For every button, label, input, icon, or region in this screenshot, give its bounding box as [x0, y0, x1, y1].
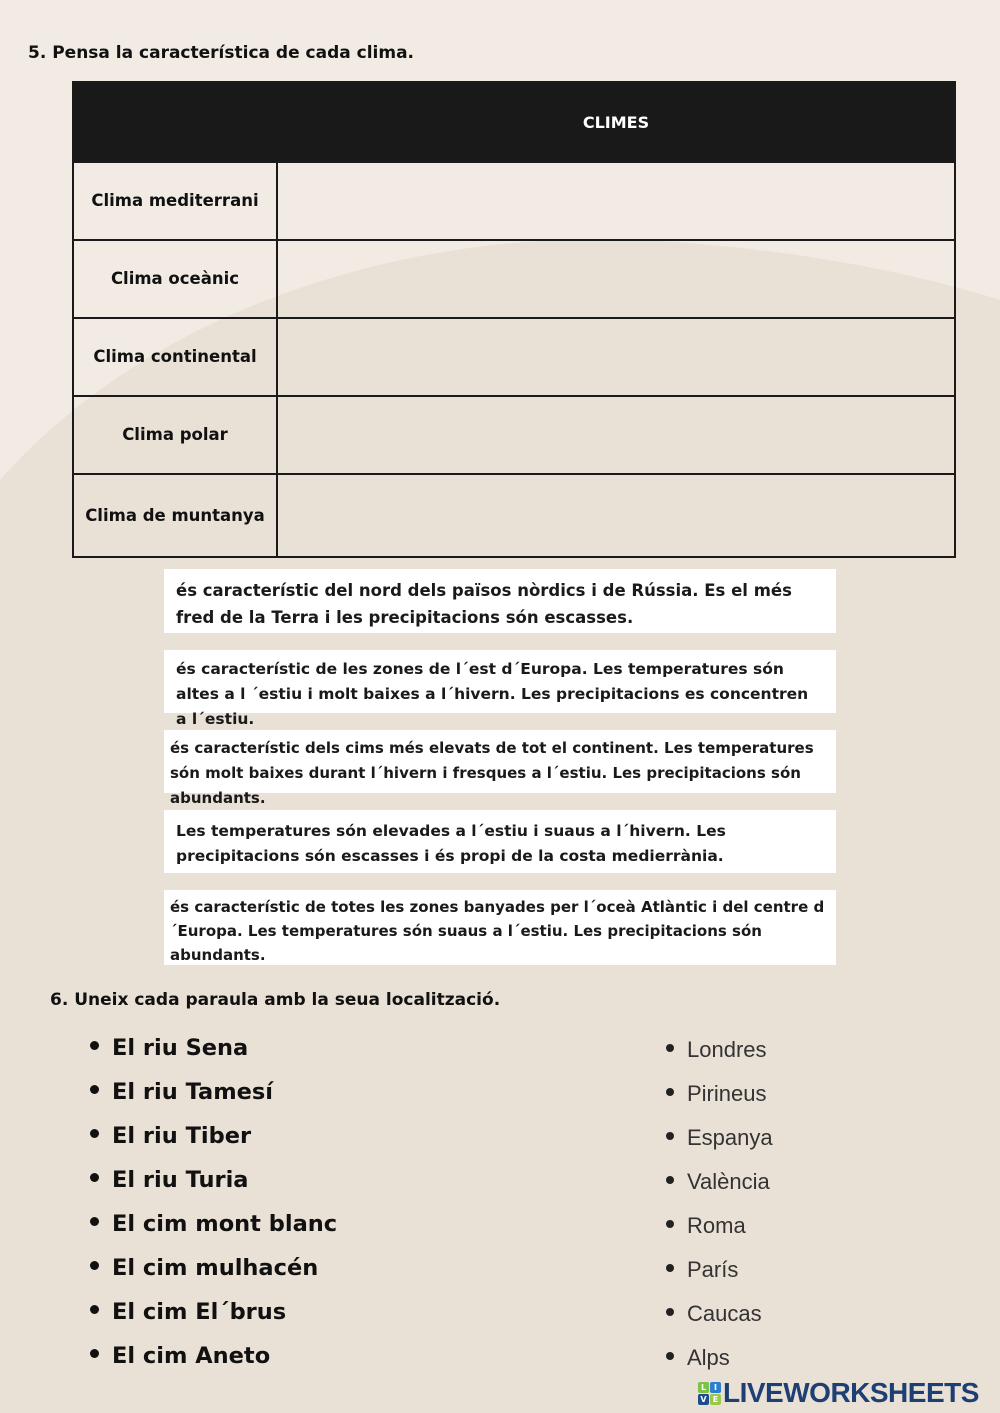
table-header-row	[73, 82, 955, 162]
answer-drop-zone-muntanya[interactable]	[277, 474, 955, 557]
list-item[interactable]	[666, 1032, 773, 1076]
list-item[interactable]	[666, 1252, 773, 1296]
match-location: València	[687, 1169, 770, 1194]
matching-right-list	[666, 1032, 773, 1384]
bullet-icon	[90, 1085, 99, 1094]
table-row	[73, 240, 955, 318]
bullet-icon	[90, 1173, 99, 1182]
matching-left-list	[90, 1030, 337, 1382]
bullet-icon	[666, 1220, 674, 1228]
bullet-icon	[90, 1349, 99, 1358]
table-header-empty-cell	[73, 82, 277, 162]
table-row	[73, 318, 955, 396]
liveworksheets-logo-text: LIVEWORKSHEETS	[723, 1377, 979, 1408]
match-term: El cim El´brus	[112, 1299, 287, 1325]
row-label-oceanic: Clima oceànic	[73, 240, 277, 318]
table-row	[73, 474, 955, 557]
match-term: El riu Turia	[112, 1167, 249, 1193]
answer-drop-zone-oceanic[interactable]	[277, 240, 955, 318]
climates-table	[72, 81, 956, 558]
draggable-card-mediterrani[interactable]	[164, 810, 836, 873]
list-item[interactable]	[90, 1250, 337, 1294]
bullet-icon	[666, 1132, 674, 1140]
bullet-icon	[666, 1352, 674, 1360]
table-row	[73, 162, 955, 240]
bullet-icon	[90, 1129, 99, 1138]
card-text: és característic dels cims més elevats de tot el continent. Les temperatures són molt baixes durant l´hivern i fresques a l´estiu. Les precipitacions són abundants.	[170, 739, 814, 807]
match-location: Londres	[687, 1037, 767, 1062]
list-item[interactable]	[666, 1208, 773, 1252]
draggable-card-polar[interactable]	[164, 569, 836, 633]
answer-drop-zone-polar[interactable]	[277, 396, 955, 474]
match-term: El riu Sena	[112, 1035, 249, 1061]
bullet-icon	[666, 1308, 674, 1316]
list-item[interactable]	[90, 1338, 337, 1382]
match-term: El riu Tiber	[112, 1123, 252, 1149]
match-location: París	[687, 1257, 739, 1282]
draggable-card-continental[interactable]	[164, 650, 836, 728]
bullet-icon	[90, 1305, 99, 1314]
liveworksheets-logo	[698, 1376, 979, 1410]
bullet-icon	[90, 1041, 99, 1050]
match-term: El riu Tamesí	[112, 1079, 274, 1105]
table-header-climes: CLIMES	[277, 82, 955, 162]
list-item[interactable]	[90, 1206, 337, 1250]
bullet-icon	[666, 1264, 674, 1272]
match-term: El cim mont blanc	[112, 1211, 338, 1237]
liveworksheets-logo-icon: L I V E	[698, 1382, 721, 1405]
match-location: Espanya	[687, 1125, 773, 1150]
list-item[interactable]	[666, 1120, 773, 1164]
bullet-icon	[666, 1176, 674, 1184]
list-item[interactable]	[90, 1074, 337, 1118]
list-item[interactable]	[90, 1162, 337, 1206]
card-text: és característic del nord dels països nòrdics i de Rússia. Es el més fred de la Terra i les precipitacions són escasses.	[176, 581, 792, 627]
card-text: és característic de totes les zones banyades per l´oceà Atlàntic i del centre d ´Europa. Les temperatures són suaus a l´estiu. Les precipitacions són abundants.	[170, 898, 825, 964]
list-item[interactable]	[90, 1294, 337, 1338]
list-item[interactable]	[90, 1118, 337, 1162]
row-label-continental: Clima continental	[73, 318, 277, 396]
bullet-icon	[666, 1088, 674, 1096]
draggable-card-oceanic[interactable]	[164, 890, 836, 965]
list-item[interactable]	[666, 1296, 773, 1340]
match-location: Alps	[687, 1345, 730, 1370]
list-item[interactable]	[90, 1030, 337, 1074]
answer-drop-zone-mediterrani[interactable]	[277, 162, 955, 240]
answer-drop-zone-continental[interactable]	[277, 318, 955, 396]
match-location: Pirineus	[687, 1081, 767, 1106]
bullet-icon	[90, 1261, 99, 1270]
match-term: El cim mulhacén	[112, 1255, 319, 1281]
bullet-icon	[90, 1217, 99, 1226]
exercise-5-heading: 5. Pensa la característica de cada clima.	[28, 43, 415, 63]
list-item[interactable]	[666, 1076, 773, 1120]
table-row	[73, 396, 955, 474]
draggable-card-muntanya[interactable]	[164, 730, 836, 807]
match-location: Caucas	[687, 1301, 762, 1326]
match-location: Roma	[687, 1213, 746, 1238]
card-text: Les temperatures són elevades a l´estiu i suaus a l´hivern. Les precipitacions són escasses i és propi de la costa medierrània.	[176, 822, 726, 865]
row-label-mediterrani: Clima mediterrani	[73, 162, 277, 240]
list-item[interactable]	[666, 1164, 773, 1208]
match-term: El cim Aneto	[112, 1343, 271, 1369]
bullet-icon	[666, 1044, 674, 1052]
exercise-6-heading: 6. Uneix cada paraula amb la seua localització.	[50, 990, 501, 1010]
row-label-polar: Clima polar	[73, 396, 277, 474]
row-label-muntanya: Clima de muntanya	[73, 474, 277, 557]
card-text: és característic de les zones de l´est d´Europa. Les temperatures són altes a l ´estiu i molt baixes a l´hivern. Les precipitacions es concentren a l´estiu.	[176, 660, 809, 728]
